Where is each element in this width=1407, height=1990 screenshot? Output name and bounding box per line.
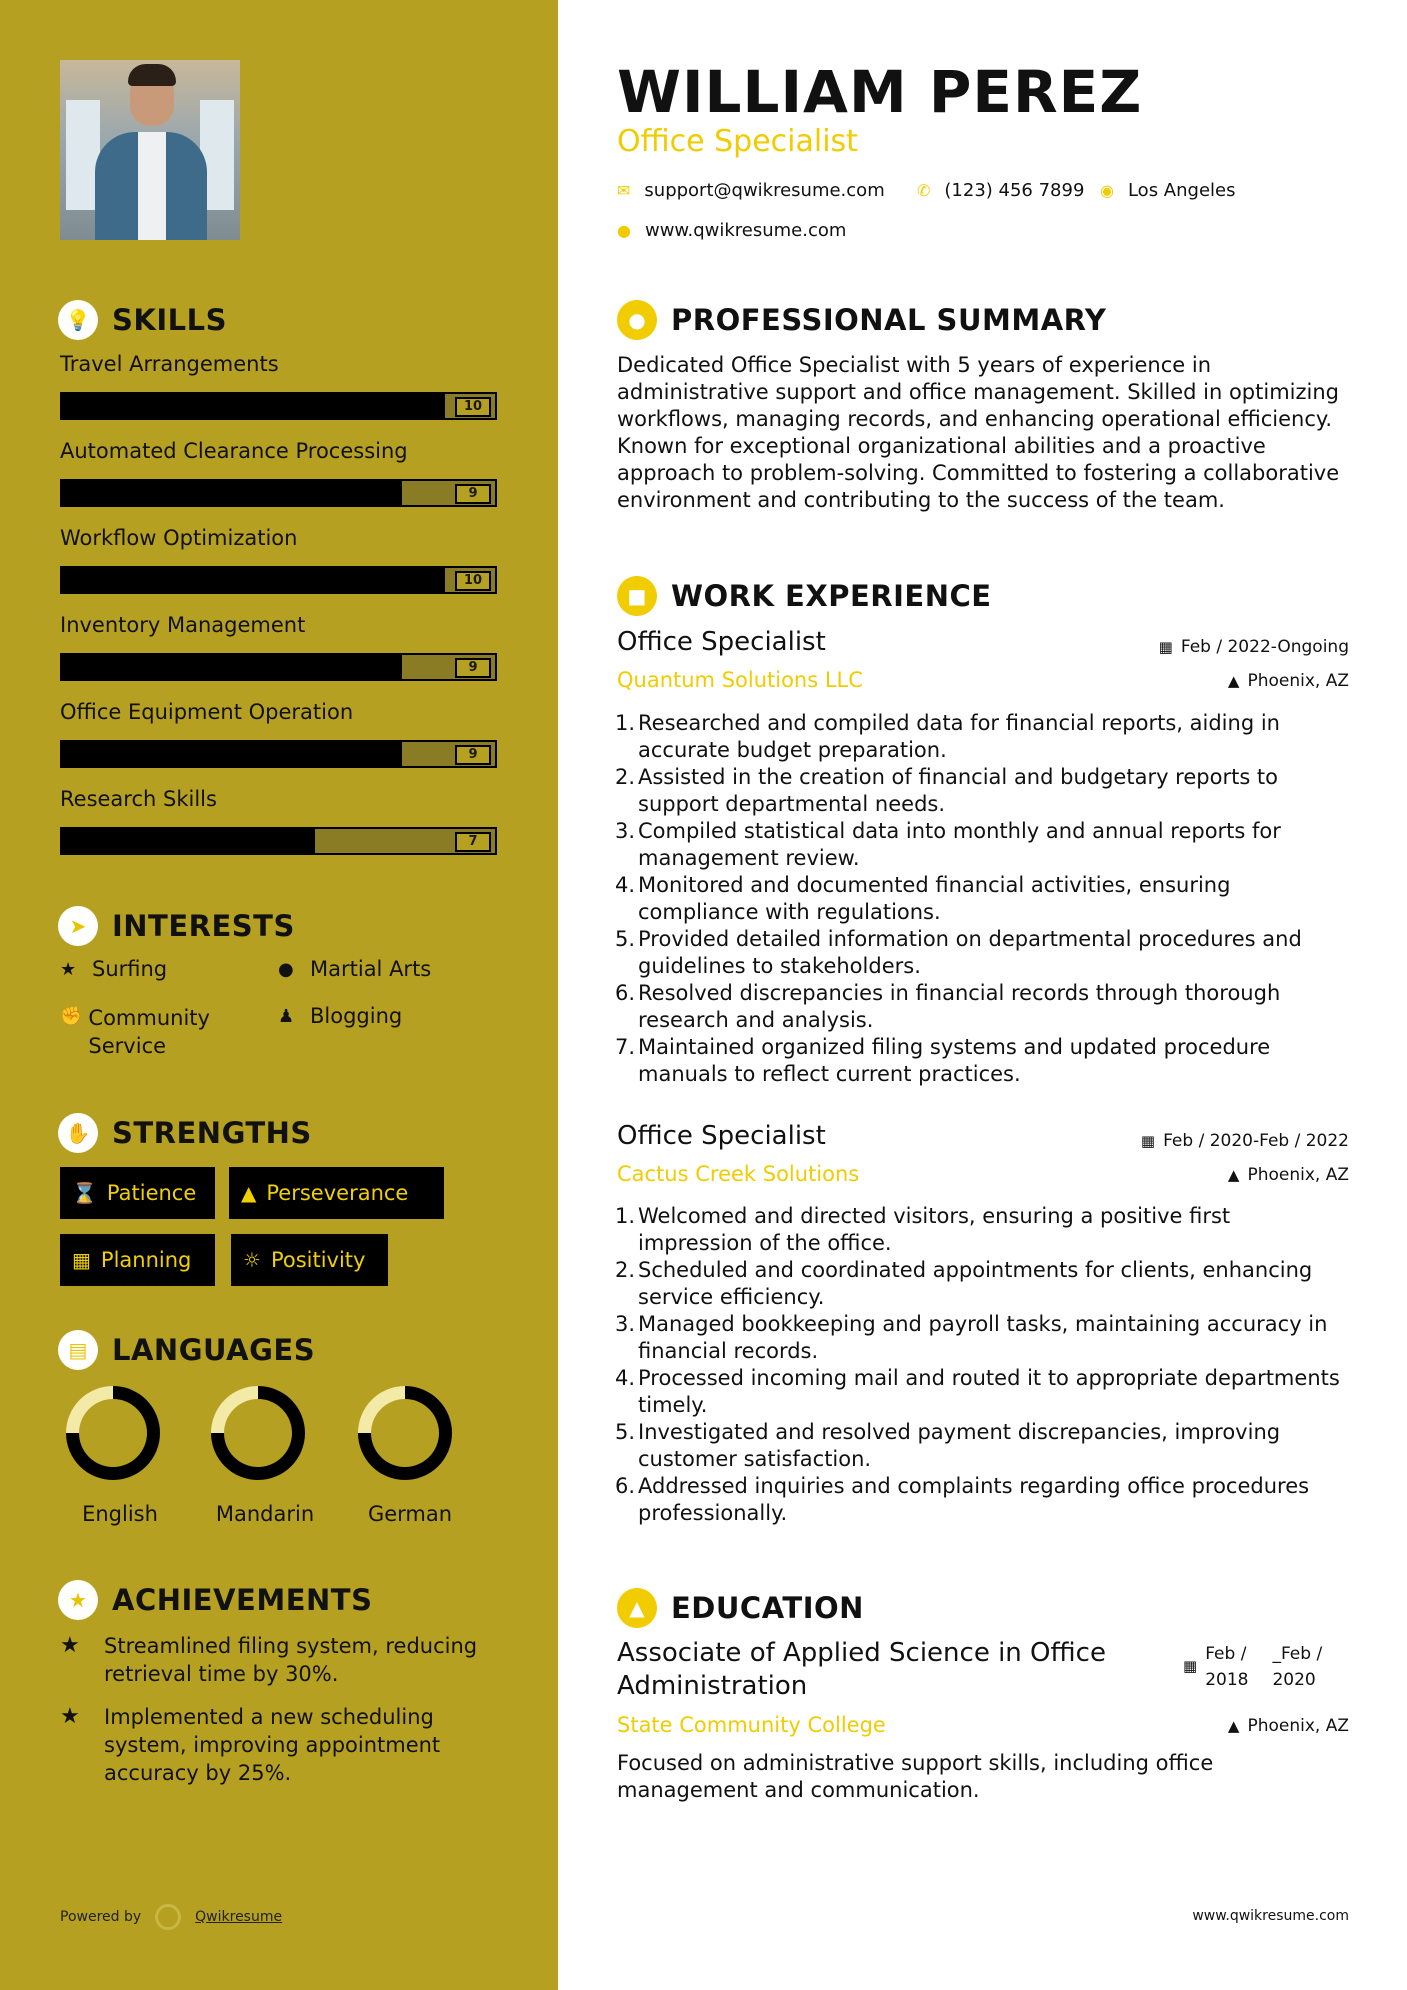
- pin-icon: ▲: [1227, 1717, 1240, 1735]
- profile-photo: [60, 60, 240, 240]
- skill-name: Travel Arrangements: [60, 352, 279, 376]
- list-item: 3. Compiled statistical data into monthly and annual reports for management review.: [614, 819, 1281, 870]
- star-icon: ★: [60, 959, 77, 980]
- achievement-item: ★ Implemented a new scheduling system, improving appointment accuracy by 25%.: [60, 1704, 441, 1785]
- job-title: Office Specialist: [617, 627, 826, 657]
- skill-level: 9: [455, 658, 491, 678]
- hand-icon: ✋: [58, 1113, 98, 1153]
- skill-bar: [60, 566, 497, 594]
- star-icon: ★: [60, 1704, 80, 1729]
- pin-icon: ▲: [1227, 1166, 1240, 1184]
- qwikresume-link[interactable]: Qwikresume: [195, 1909, 283, 1925]
- hourglass-icon: ⌛: [72, 1181, 97, 1205]
- interests-title: INTERESTS: [112, 909, 295, 943]
- list-item: 2. Scheduled and coordinated appointments for clients, enhancing service efficiency.: [614, 1258, 1313, 1309]
- list-item: 6. Resolved discrepancies in financial records through thorough research and analysis.: [614, 981, 1281, 1032]
- sun-icon: ☼: [243, 1248, 261, 1272]
- list-item: 6. Addressed inquiries and complaints regarding office procedures professionally.: [614, 1474, 1310, 1525]
- calendar-icon: ▦: [1158, 638, 1173, 656]
- skill-bar: [60, 653, 497, 681]
- language-icon: ▤: [58, 1330, 98, 1370]
- interest-item: ✊ Community Service: [60, 1006, 210, 1058]
- strength-badge: ▦ Planning: [60, 1234, 215, 1286]
- education-title: EDUCATION: [671, 1591, 864, 1625]
- education-location: ▲ Phoenix, AZ: [1227, 1716, 1349, 1736]
- summary-text: Dedicated Office Specialist with 5 years of experience in administrative support and office management. Skilled in optimizing workflows, managing records, and enhancing operational efficiency. Known for exceptional organizational abilities and a proactive approach to problem-solving. Committed to fostering a collaborative environment and contributing to the success of the team.: [617, 353, 1340, 512]
- skill-level: 9: [455, 745, 491, 765]
- languages-header: [58, 1330, 315, 1370]
- skill-name: Workflow Optimization: [60, 526, 298, 550]
- globe-icon: ●: [617, 221, 631, 240]
- interests-header: [58, 906, 295, 946]
- calendar-icon: ▦: [1183, 1657, 1198, 1675]
- list-item: 5. Provided detailed information on departmental procedures and guidelines to stakeholders.: [614, 927, 1302, 978]
- strength-badge: ⌛ Patience: [60, 1167, 215, 1219]
- skill-level: 10: [455, 397, 491, 417]
- language-ring: [211, 1386, 305, 1480]
- calendar-icon: ▦: [72, 1248, 91, 1272]
- job-company: Cactus Creek Solutions: [617, 1162, 860, 1186]
- list-item: 5. Investigated and resolved payment discrepancies, improving customer satisfaction.: [614, 1420, 1281, 1471]
- achievement-item: ★ Streamlined filing system, reducing retrieval time by 30%.: [60, 1633, 478, 1686]
- footer-url[interactable]: www.qwikresume.com: [1192, 1908, 1349, 1924]
- candidate-name: WILLIAM PEREZ: [617, 58, 1143, 126]
- language-name: German: [367, 1502, 453, 1526]
- language-name: Mandarin: [215, 1502, 315, 1526]
- skill-bar: [60, 392, 497, 420]
- skill-bar: [60, 740, 497, 768]
- skill-level: 9: [455, 484, 491, 504]
- contact-phone[interactable]: ✆ (123) 456 7899: [917, 180, 1085, 201]
- skills-header: [58, 300, 227, 340]
- experience-title: WORK EXPERIENCE: [671, 579, 992, 613]
- list-item: 4. Processed incoming mail and routed it to appropriate departments timely.: [614, 1366, 1340, 1417]
- skill-name: Automated Clearance Processing: [60, 439, 408, 463]
- language-ring: [66, 1386, 160, 1480]
- skills-title: SKILLS: [112, 303, 227, 337]
- experience-header: [617, 576, 992, 616]
- interest-item: ● Martial Arts: [278, 957, 432, 981]
- job-dates: ▦ Feb / 2020-Feb / 2022: [1140, 1131, 1349, 1151]
- envelope-icon: ✉: [617, 181, 631, 200]
- job-company: Quantum Solutions LLC: [617, 668, 863, 692]
- trophy-icon: ★: [58, 1580, 98, 1620]
- job-duties: [608, 710, 1348, 1088]
- job-location: ▲ Phoenix, AZ: [1227, 1165, 1349, 1185]
- education-dates: ▦ Feb / 2018 _Feb / 2020: [1183, 1641, 1322, 1693]
- road-icon: ▲: [241, 1181, 257, 1205]
- list-item: 7. Maintained organized filing systems and updated procedure manuals to reflect current practices.: [614, 1035, 1271, 1086]
- user-icon: ●: [617, 300, 657, 340]
- contact-location: ◉ Los Angeles: [1100, 180, 1236, 201]
- language-ring: [358, 1386, 452, 1480]
- briefcase-icon: ■: [617, 576, 657, 616]
- qwikresume-logo-icon: [155, 1904, 181, 1930]
- skill-bar: [60, 827, 497, 855]
- languages-title: LANGUAGES: [112, 1333, 316, 1367]
- school-name: State Community College: [617, 1713, 886, 1737]
- summary-title: PROFESSIONAL SUMMARY: [671, 303, 1107, 337]
- education-description: Focused on administrative support skills, including office management and communication.: [617, 1751, 1214, 1802]
- powered-by-label: Powered by: [60, 1909, 142, 1925]
- job-location: ▲ Phoenix, AZ: [1227, 671, 1349, 691]
- skill-name: Inventory Management: [60, 613, 306, 637]
- globe-icon: ●: [278, 959, 294, 980]
- phone-icon: ✆: [917, 181, 931, 200]
- interest-item: ♟ Blogging: [278, 1004, 403, 1028]
- fist-icon: ✊: [60, 1006, 83, 1027]
- skill-level: 7: [455, 832, 491, 852]
- strength-badge: ▲ Perseverance: [229, 1167, 444, 1219]
- list-item: 1. Welcomed and directed visitors, ensuring a positive first impression of the office.: [614, 1204, 1231, 1255]
- users-icon: ♟: [278, 1006, 295, 1027]
- list-item: 1. Researched and compiled data for financial reports, aiding in accurate budget preparation.: [614, 711, 1280, 762]
- list-item: 2. Assisted in the creation of financial and budgetary reports to support departmental needs.: [614, 765, 1279, 816]
- star-icon: ★: [60, 1633, 80, 1658]
- strengths-header: [58, 1113, 312, 1153]
- contact-email[interactable]: ✉ support@qwikresume.com: [617, 180, 885, 201]
- job-dates: ▦ Feb / 2022-Ongoing: [1158, 637, 1349, 657]
- pin-icon: ▲: [1227, 672, 1240, 690]
- paper-plane-icon: ➤: [58, 906, 98, 946]
- strengths-title: STRENGTHS: [112, 1116, 312, 1150]
- skill-name: Office Equipment Operation: [60, 700, 354, 724]
- job-title: Office Specialist: [617, 1121, 826, 1151]
- sidebar: [0, 0, 558, 1990]
- job-duties: [608, 1203, 1348, 1527]
- contact-website[interactable]: ● www.qwikresume.com: [617, 220, 847, 241]
- education-header: [617, 1588, 864, 1628]
- interest-item: ★ Surfing: [60, 957, 168, 981]
- summary-header: [617, 300, 1106, 340]
- degree-title: Associate of Applied Science in Office Administration: [617, 1638, 1106, 1701]
- list-item: 3. Managed bookkeeping and payroll tasks, maintaining accuracy in financial records.: [614, 1312, 1328, 1363]
- achievements-title: ACHIEVEMENTS: [112, 1583, 373, 1617]
- skill-name: Research Skills: [60, 787, 217, 811]
- skill-bar: [60, 479, 497, 507]
- calendar-icon: ▦: [1140, 1132, 1156, 1150]
- list-item: 4. Monitored and documented financial activities, ensuring compliance with regulations.: [614, 873, 1231, 924]
- achievements-header: [58, 1580, 372, 1620]
- map-pin-icon: ◉: [1100, 181, 1114, 200]
- strength-badge: ☼ Positivity: [231, 1234, 388, 1286]
- candidate-role: Office Specialist: [617, 124, 858, 159]
- skill-level: 10: [455, 571, 491, 591]
- powered-by: [60, 1904, 282, 1930]
- graduation-icon: ▲: [617, 1588, 657, 1628]
- language-name: English: [82, 1502, 158, 1526]
- lightbulb-icon: 💡: [58, 300, 98, 340]
